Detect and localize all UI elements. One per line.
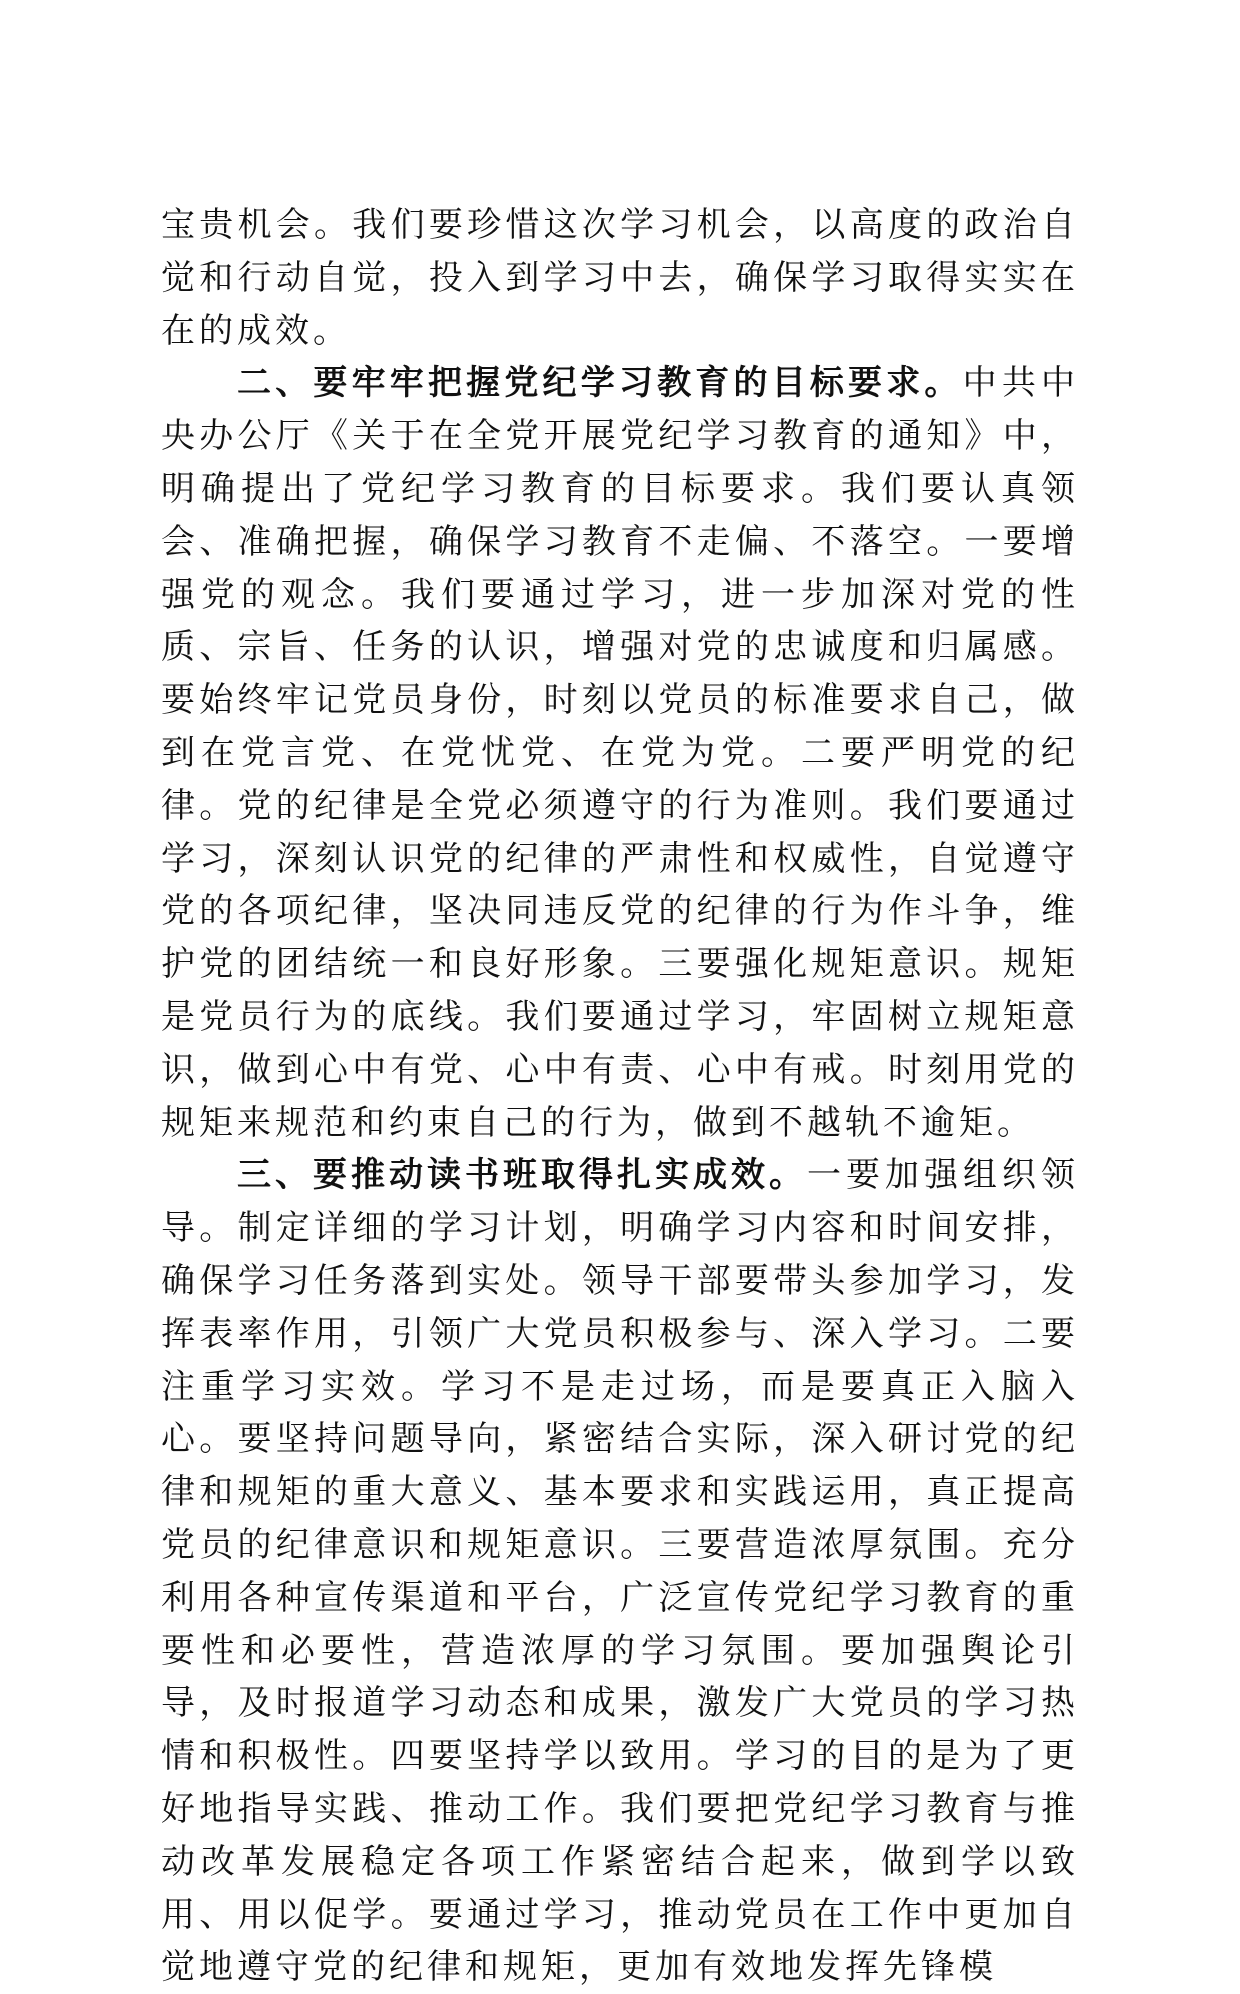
paragraph-section-two [161, 357, 1079, 1149]
section-two-heading: 二、要牢牢把握党纪学习教育的目标要求。 [237, 363, 963, 404]
paragraph-section-three [161, 1149, 1079, 1994]
document-page [161, 199, 1079, 1994]
paragraph-continued: 宝贵机会。我们要珍惜这次学习机会，以高度的政治自觉和行动自觉，投入到学习中去，确保学习取得实实在在的成效。 [161, 205, 1079, 351]
section-three-heading: 三、要推动读书班取得扎实成效。 [237, 1155, 807, 1196]
section-three-body: 一要加强组织领导。制定详细的学习计划，明确学习内容和时间安排，确保学习任务落到实处。领导干部要带头参加学习，发挥表率作用，引领广大党员积极参与、深入学习。二要注重学习实效。学习不是走过场，而是要真正入脑入心。要坚持问题导向，紧密结合实际，深入研讨党的纪律和规矩的重大意义、基本要求和实践运用，真正提高党员的纪律意识和规矩意识。三要营造浓厚氛围。充分利用各种宣传渠道和平台，广泛宣传党纪学习教育的重要性和必要性，营造浓厚的学习氛围。要加强舆论引导，及时报道学习动态和成果，激发广大党员的学习热情和积极性。四要坚持学以致用。学习的目的是为了更好地指导实践、推动工作。我们要把党纪学习教育与推动改革发展稳定各项工作紧密结合起来，做到学以致用、用以促学。要通过学习，推动党员在工作中更加自觉地遵守党的纪律和规矩，更加有效地发挥先锋模 [161, 1155, 1079, 1988]
section-two-body: 中共中央办公厅《关于在全党开展党纪学习教育的通知》中，明确提出了党纪学习教育的目标要求。我们要认真领会、准确把握，确保学习教育不走偏、不落空。一要增强党的观念。我们要通过学习，进一步加深对党的性质、宗旨、任务的认识，增强对党的忠诚度和归属感。要始终牢记党员身份，时刻以党员的标准要求自己，做到在党言党、在党忧党、在党为党。二要严明党的纪律。党的纪律是全党必须遵守的行为准则。我们要通过学习，深刻认识党的纪律的严肃性和权威性，自觉遵守党的各项纪律，坚决同违反党的纪律的行为作斗争，维护党的团结统一和良好形象。三要强化规矩意识。规矩是党员行为的底线。我们要通过学习，牢固树立规矩意识，做到心中有党、心中有责、心中有戒。时刻用党的规矩来规范和约束自己的行为，做到不越轨不逾矩。 [161, 363, 1080, 1143]
